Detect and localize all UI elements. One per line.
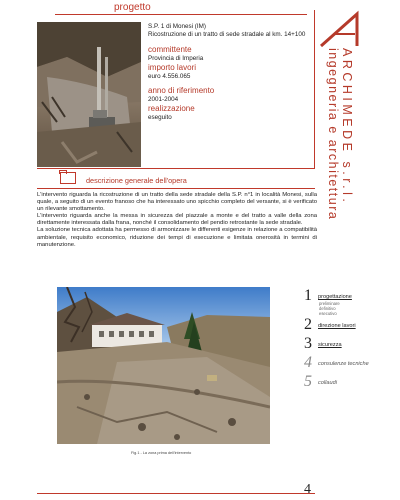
step-collaudi [304,374,396,393]
step-consulenze-tecniche [304,355,396,374]
page-title: progetto [114,2,151,13]
footer-divider [37,493,315,494]
description-paragraph-1: L'intervento riguarda la ricostruzione di un tratto della sede stradale della S.P. n°1 in località Monesi, sulla quale, a seguito di un evento franoso che ha interessato uno spicchio completo del versante, si è verificato un rilevante smottamento. [37,192,317,213]
page-number: 4 [304,482,311,497]
status-label: realizzazione [148,104,195,114]
step-label: sicurezza [318,342,342,348]
client-value: Provincia di Imperia [148,54,204,62]
step-progettazione [304,288,396,317]
project-location: S.P. 1 di Monesi (IM) [148,23,206,30]
step-number: 1 [304,287,312,304]
step-number: 5 [304,373,312,390]
archimede-logo [317,10,361,50]
service-list [304,288,396,393]
section-divider-bottom [37,188,315,189]
step-label: consulenze tecniche [318,361,369,367]
landslide-photo [57,287,270,444]
step-label: progettazione [318,294,352,300]
step-label: direzione lavori [318,323,356,329]
description-paragraph-2: L'intervento riguarda anche la messa in sicurezza del piazzale a monte e del tratto a valle della zona direttamente interessata dalla frana, nonché il consolidamento del pendio retrostante la sede stradale. [37,213,317,227]
section-title: descrizione generale dell'opera [86,176,187,185]
step-direzione-lavori [304,317,396,336]
status-value: eseguito [148,114,172,122]
step-label: collaudi [318,380,337,386]
section-divider-top [37,168,315,169]
client-label: committente [148,44,192,54]
description-text [37,192,317,249]
folder-icon [60,172,76,184]
brand-tagline: ingegneria e architettura [326,48,340,221]
step-sublabel: preliminare definitivo esecutivo [319,301,340,316]
step-number: 2 [304,316,312,333]
step-number: 3 [304,335,312,352]
project-info [148,23,318,123]
step-number: 4 [304,354,312,371]
year-value: 2001-2004 [148,96,179,104]
description-paragraph-3: La soluzione tecnica adottata ha permesso di armonizzare le differenti esigenze in relazione a compatibilità ambientale, requisito economico, riduzione dei tempi di esecuzione e limitata onerosità in termini di manutenzione. [37,227,317,248]
step-sicurezza [304,336,396,355]
amount-label: importo lavori [148,62,197,72]
amount-value: euro 4.556.065 [148,72,191,80]
brand-name: ARCHIMEDE s.r.l. [340,48,354,206]
brand-vertical [326,48,376,228]
header-divider [55,14,307,15]
year-label: anno di riferimento [148,86,215,96]
photo-caption: Fig.1 - La zona prima dell'intervento [131,451,192,455]
project-description: Ricostruzione di un tratto di sede stradale al km. 14+100 [148,31,306,39]
construction-photo [37,22,141,167]
